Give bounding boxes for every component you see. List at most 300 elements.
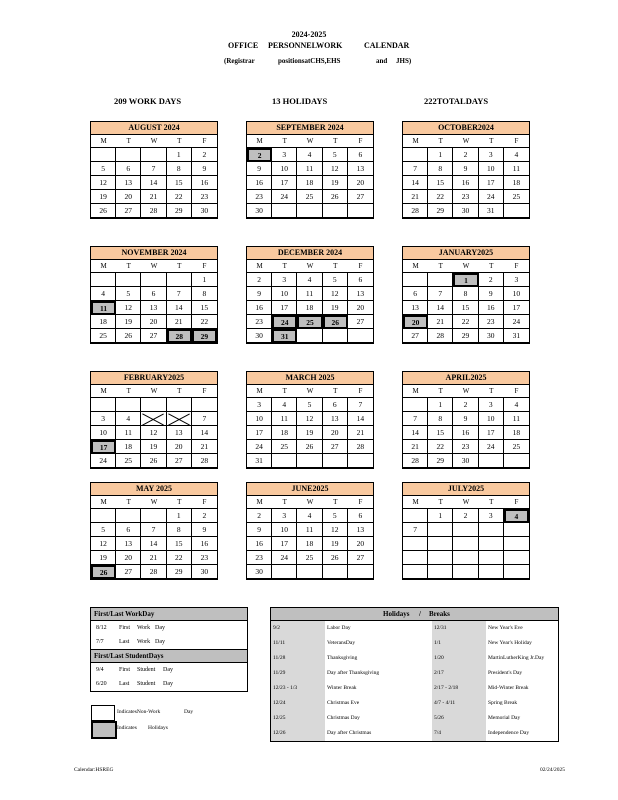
last-text: Last <box>119 639 130 645</box>
break-name: Mid-Winter Break <box>488 685 529 691</box>
day-cell: 6 <box>348 509 373 523</box>
day-cell: 16 <box>247 301 272 315</box>
day-cell <box>272 565 297 579</box>
day-cell: 8 <box>167 523 192 537</box>
first-student-day-row <box>91 663 247 677</box>
day-cell: 17 <box>272 537 297 551</box>
day-cell: 2 <box>192 509 217 523</box>
day-cell: 21 <box>192 440 217 454</box>
day-cell: 9 <box>479 287 504 301</box>
holiday-row <box>271 696 558 711</box>
day-cell: 30 <box>192 565 217 579</box>
day-cell: 20 <box>348 301 373 315</box>
holiday-row <box>271 711 558 726</box>
day-grid <box>91 509 217 579</box>
day-cell: 24 <box>479 440 504 454</box>
day-cell <box>323 565 348 579</box>
day-cell: 1 <box>428 509 453 523</box>
day-cell: 7 <box>428 287 453 301</box>
day-cell: 12 <box>91 176 116 190</box>
day-cell: 3 <box>479 509 504 523</box>
day-cell: 4 <box>504 148 529 162</box>
day-cell: 16 <box>453 426 478 440</box>
weekday-label: W <box>150 498 158 506</box>
day-cell: 11 <box>272 412 297 426</box>
weekday-header-row <box>91 385 217 398</box>
break-name: MartinLutherKing Jr.Day <box>488 655 545 661</box>
day-grid <box>247 273 373 343</box>
day-cell <box>453 523 478 537</box>
weekday-label: M <box>256 262 263 270</box>
day-cell: 23 <box>247 190 272 204</box>
month-title: SEPTEMBER 2024 <box>247 122 373 135</box>
day-cell: 11 <box>504 412 529 426</box>
calendar-year: 2024-2025 <box>291 30 327 39</box>
day-cell: 4 <box>504 398 529 412</box>
weekday-header-row <box>247 135 373 148</box>
day-cell: 1 <box>167 148 192 162</box>
weekday-label: F <box>358 262 363 270</box>
holiday-date: 11/11 <box>271 636 325 651</box>
day-cell: 10 <box>272 287 297 301</box>
day-cell: 17 <box>247 426 272 440</box>
day-cell: 29 <box>428 204 453 218</box>
subtitle-word-4: JHS) <box>396 57 412 65</box>
day-cell <box>453 537 478 551</box>
weekday-label: T <box>489 387 494 395</box>
day-cell: 29 <box>453 329 478 343</box>
day-cell <box>348 329 373 343</box>
weekday-label: M <box>100 137 107 145</box>
title-word-1: OFFICE <box>228 41 259 50</box>
day-cell: 3 <box>247 398 272 412</box>
subtitle-word-2: positionsatCHS,EHS <box>278 57 341 65</box>
day-grid <box>247 148 373 218</box>
weekday-label: T <box>489 262 494 270</box>
weekday-label: W <box>306 262 314 270</box>
day-cell: 29 <box>167 204 192 218</box>
day-cell: 20 <box>116 551 141 565</box>
day-cell <box>116 273 141 287</box>
day-cell: 8 <box>428 412 453 426</box>
weekday-label: F <box>202 498 207 506</box>
weekday-label: W <box>462 137 470 145</box>
work-text: Work <box>137 639 151 645</box>
day-cell: 18 <box>297 537 322 551</box>
day-cell: 2 <box>247 509 272 523</box>
day-cell: 26 <box>116 329 141 343</box>
title-word-3: CALENDAR <box>364 41 410 50</box>
day-cell: 5 <box>91 523 116 537</box>
day-cell: 9 <box>247 287 272 301</box>
break-date: 4/7 - 4/11 <box>432 696 486 711</box>
month-title: JULY2025 <box>403 483 529 496</box>
first-text: First <box>119 625 131 631</box>
day-text: Day <box>163 667 173 673</box>
holidays-breaks-header <box>271 608 558 621</box>
day-cell: 11 <box>504 162 529 176</box>
day-cell: 30 <box>247 204 272 218</box>
day-cell: 12 <box>323 162 348 176</box>
day-cell <box>272 204 297 218</box>
holiday-day-cell: 2 <box>247 148 272 162</box>
day-cell: 20 <box>323 426 348 440</box>
day-cell <box>428 551 453 565</box>
day-cell: 11 <box>297 523 322 537</box>
holiday-date: 12/23 - 1/3 <box>271 681 325 696</box>
day-cell: 25 <box>116 454 141 468</box>
weekday-label: T <box>333 262 338 270</box>
holiday-date: 11/29 <box>271 666 325 681</box>
holidays-breaks-table <box>270 607 559 742</box>
holidays-total: 13 HOLIDAYS <box>272 96 328 106</box>
nonwork-legend-day: Day <box>184 709 194 715</box>
nonwork-day-cell <box>141 412 166 426</box>
day-cell <box>297 329 322 343</box>
day-cell: 27 <box>167 454 192 468</box>
day-cell: 30 <box>247 329 272 343</box>
day-cell: 15 <box>167 176 192 190</box>
day-cell: 7 <box>167 287 192 301</box>
day-cell: 9 <box>453 412 478 426</box>
day-cell: 30 <box>479 329 504 343</box>
month-calendar <box>90 246 218 344</box>
day-cell: 23 <box>192 190 217 204</box>
day-text: Day <box>163 681 173 687</box>
break-date: 2/17 <box>432 666 486 681</box>
weekday-label: W <box>306 387 314 395</box>
day-grid <box>91 398 217 468</box>
weekday-label: W <box>306 498 314 506</box>
break-date: 1/1 <box>432 636 486 651</box>
weekday-header-row <box>403 260 529 273</box>
day-cell: 16 <box>453 176 478 190</box>
weekday-label: T <box>438 262 443 270</box>
day-cell <box>91 509 116 523</box>
day-cell <box>167 273 192 287</box>
day-cell: 2 <box>247 273 272 287</box>
weekday-label: M <box>256 387 263 395</box>
day-cell <box>116 509 141 523</box>
weekday-label: M <box>256 137 263 145</box>
weekday-label: T <box>333 498 338 506</box>
day-cell: 21 <box>141 190 166 204</box>
day-cell: 24 <box>504 315 529 329</box>
total-days: 222TOTALDAYS <box>424 96 489 106</box>
day-cell: 9 <box>247 162 272 176</box>
day-cell <box>504 551 529 565</box>
day-cell: 3 <box>272 273 297 287</box>
weekday-label: T <box>489 498 494 506</box>
day-cell: 22 <box>428 440 453 454</box>
day-cell: 2 <box>453 509 478 523</box>
day-cell: 21 <box>403 190 428 204</box>
student-days-header: First/Last StudentDays <box>91 650 247 663</box>
month-calendar <box>246 482 374 580</box>
day-cell: 21 <box>428 315 453 329</box>
day-cell: 8 <box>453 287 478 301</box>
holiday-legend-swatch <box>91 721 117 739</box>
holiday-day-cell: 26 <box>323 315 348 329</box>
month-title: JANUARY2025 <box>403 247 529 260</box>
day-cell: 6 <box>403 287 428 301</box>
day-cell: 4 <box>272 398 297 412</box>
weekday-label: T <box>282 262 287 270</box>
day-cell: 10 <box>247 412 272 426</box>
weekday-label: T <box>282 387 287 395</box>
day-cell: 21 <box>167 315 192 329</box>
day-cell: 9 <box>192 162 217 176</box>
day-cell <box>348 204 373 218</box>
month-title: APRIL2025 <box>403 372 529 385</box>
weekday-label: M <box>100 498 107 506</box>
weekday-label: W <box>306 137 314 145</box>
day-cell: 27 <box>116 565 141 579</box>
day-cell: 13 <box>323 412 348 426</box>
month-calendar <box>402 246 530 344</box>
holidays-header-text: Holidays <box>383 610 410 618</box>
month-title: MAY 2025 <box>91 483 217 496</box>
day-cell: 1 <box>428 148 453 162</box>
break-name: Independence Day <box>488 730 530 736</box>
weekday-header-row <box>247 260 373 273</box>
holiday-day-cell: 24 <box>272 315 297 329</box>
weekday-label: T <box>126 498 131 506</box>
weekday-label: W <box>150 262 158 270</box>
weekday-label: T <box>438 387 443 395</box>
day-cell <box>479 551 504 565</box>
day-cell: 16 <box>247 537 272 551</box>
month-title: NOVEMBER 2024 <box>91 247 217 260</box>
date-text: 6/20 <box>96 681 107 687</box>
holiday-date: 11/28 <box>271 651 325 666</box>
day-cell: 15 <box>428 176 453 190</box>
day-cell: 20 <box>348 537 373 551</box>
holiday-day-cell: 29 <box>192 329 217 343</box>
day-cell <box>403 273 428 287</box>
holiday-day-cell: 1 <box>453 273 478 287</box>
holiday-row <box>271 636 558 651</box>
day-cell <box>91 398 116 412</box>
weekday-label: W <box>462 387 470 395</box>
day-cell: 31 <box>247 454 272 468</box>
day-cell: 23 <box>247 315 272 329</box>
day-cell <box>403 398 428 412</box>
month-calendar <box>90 482 218 580</box>
weekday-label: W <box>462 262 470 270</box>
day-cell <box>504 454 529 468</box>
weekday-label: F <box>202 262 207 270</box>
holiday-name: VeteransDay <box>327 640 356 646</box>
month-calendar <box>402 371 530 469</box>
day-cell: 24 <box>247 440 272 454</box>
break-name: New Year's Holiday <box>488 640 532 646</box>
month-calendar <box>246 371 374 469</box>
day-cell: 18 <box>297 301 322 315</box>
day-cell: 18 <box>116 440 141 454</box>
weekday-label: T <box>177 262 182 270</box>
day-cell: 19 <box>141 440 166 454</box>
day-grid <box>247 509 373 579</box>
day-cell: 29 <box>428 454 453 468</box>
weekday-label: M <box>100 262 107 270</box>
day-cell: 7 <box>192 412 217 426</box>
day-cell: 12 <box>141 426 166 440</box>
workday-box <box>90 607 248 692</box>
holiday-day-cell: 17 <box>91 440 116 454</box>
weekday-label: F <box>514 387 519 395</box>
weekday-header-row <box>91 260 217 273</box>
day-cell: 12 <box>116 301 141 315</box>
weekday-label: T <box>489 137 494 145</box>
student-text: Student <box>137 667 156 673</box>
date-text: 7/7 <box>96 639 104 645</box>
day-cell <box>428 523 453 537</box>
day-cell: 13 <box>141 301 166 315</box>
day-cell: 2 <box>479 273 504 287</box>
day-cell <box>428 565 453 579</box>
workday-header: First/Last WorkDay <box>91 608 247 621</box>
day-cell: 7 <box>348 398 373 412</box>
day-cell: 5 <box>91 162 116 176</box>
day-cell: 6 <box>141 287 166 301</box>
weekday-header-row <box>403 135 529 148</box>
day-cell: 19 <box>91 190 116 204</box>
day-cell: 28 <box>428 329 453 343</box>
month-title: DECEMBER 2024 <box>247 247 373 260</box>
weekday-label: F <box>514 262 519 270</box>
weekday-label: F <box>514 498 519 506</box>
holiday-day-cell: 31 <box>272 329 297 343</box>
last-student-day-row <box>91 677 247 691</box>
holiday-name: Christmas Day <box>327 715 360 721</box>
day-cell: 13 <box>348 523 373 537</box>
weekday-header-row <box>247 496 373 509</box>
day-cell: 6 <box>348 273 373 287</box>
day-cell: 4 <box>91 287 116 301</box>
month-calendar <box>402 482 530 580</box>
day-cell: 23 <box>453 190 478 204</box>
day-cell: 19 <box>91 551 116 565</box>
day-cell <box>272 454 297 468</box>
breaks-header-text: Breaks <box>429 610 450 618</box>
first-work-day-row <box>91 621 247 635</box>
holiday-name: Christmas Eve <box>327 700 360 706</box>
day-cell: 11 <box>297 162 322 176</box>
day-cell <box>141 273 166 287</box>
day-cell <box>504 565 529 579</box>
day-cell: 9 <box>453 162 478 176</box>
day-cell <box>428 537 453 551</box>
holiday-row <box>271 726 558 741</box>
day-cell <box>403 565 428 579</box>
day-grid <box>403 273 529 343</box>
day-cell: 27 <box>116 204 141 218</box>
day-cell: 27 <box>323 440 348 454</box>
holiday-name: Thanksgiving <box>327 655 358 661</box>
day-cell <box>479 537 504 551</box>
holiday-name: Winter Break <box>327 685 357 691</box>
day-grid <box>91 273 217 343</box>
day-cell <box>141 398 166 412</box>
holiday-day-cell: 25 <box>297 315 322 329</box>
day-cell: 26 <box>297 440 322 454</box>
break-date: 7/4 <box>432 726 486 741</box>
day-cell <box>403 537 428 551</box>
day-cell: 25 <box>297 190 322 204</box>
day-cell: 11 <box>116 426 141 440</box>
weekday-label: M <box>412 137 419 145</box>
day-cell <box>323 329 348 343</box>
holiday-day-cell: 20 <box>403 315 428 329</box>
day-cell <box>91 148 116 162</box>
day-cell: 20 <box>141 315 166 329</box>
day-cell: 6 <box>116 162 141 176</box>
day-cell <box>403 551 428 565</box>
day-cell: 13 <box>348 162 373 176</box>
day-cell: 4 <box>297 148 322 162</box>
month-calendar <box>402 121 530 219</box>
day-cell: 2 <box>192 148 217 162</box>
holiday-legend-word: Holidays <box>148 725 168 731</box>
month-calendar <box>246 246 374 344</box>
day-cell: 28 <box>403 454 428 468</box>
holiday-legend-label: Indicates <box>117 725 137 731</box>
day-grid <box>91 148 217 218</box>
day-cell <box>141 148 166 162</box>
nonwork-day-cell <box>167 412 192 426</box>
day-cell: 25 <box>272 440 297 454</box>
day-cell: 28 <box>192 454 217 468</box>
holiday-rows <box>271 621 558 741</box>
day-cell: 4 <box>297 273 322 287</box>
break-name: President's Day <box>488 670 523 676</box>
weekday-label: T <box>177 137 182 145</box>
day-cell <box>348 565 373 579</box>
holiday-row <box>271 621 558 636</box>
day-cell: 25 <box>504 190 529 204</box>
holiday-name: Day after Christmas <box>327 730 372 736</box>
day-cell: 3 <box>479 148 504 162</box>
day-cell: 21 <box>348 426 373 440</box>
student-text: Student <box>137 681 156 687</box>
weekday-label: M <box>100 387 107 395</box>
day-cell: 22 <box>428 190 453 204</box>
day-cell: 18 <box>272 426 297 440</box>
day-cell <box>297 565 322 579</box>
day-cell: 23 <box>479 315 504 329</box>
day-cell: 19 <box>116 315 141 329</box>
day-cell: 17 <box>504 301 529 315</box>
holiday-name: Labor Day <box>327 625 351 631</box>
day-cell: 28 <box>348 440 373 454</box>
holiday-day-cell: 4 <box>504 509 529 523</box>
header-slash: / <box>419 610 421 618</box>
day-cell: 7 <box>141 523 166 537</box>
day-cell: 30 <box>453 454 478 468</box>
break-date: 5/26 <box>432 711 486 726</box>
day-grid <box>403 509 529 579</box>
day-cell: 2 <box>453 148 478 162</box>
date-text: 8/12 <box>96 625 107 631</box>
day-cell: 3 <box>504 273 529 287</box>
holiday-day-cell: 26 <box>91 565 116 579</box>
day-cell: 7 <box>403 162 428 176</box>
day-cell: 12 <box>91 537 116 551</box>
day-cell: 13 <box>403 301 428 315</box>
day-cell: 20 <box>348 176 373 190</box>
month-title: OCTOBER2024 <box>403 122 529 135</box>
